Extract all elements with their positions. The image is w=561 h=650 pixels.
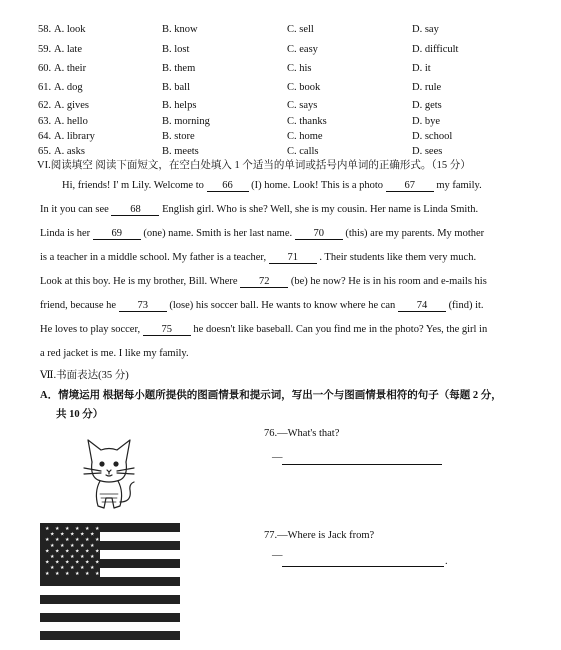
flag-star-icon: ★	[60, 532, 65, 538]
flag-star-icon: ★	[85, 571, 90, 577]
flag-stripe	[40, 586, 180, 595]
option-a[interactable]: A. asks	[54, 146, 85, 157]
part-a-instructions-1: A．情境运用 根据每小题所提供的图画情景和提示词，写出一个与图画情景相符的句子（每题 2 分，	[40, 390, 502, 401]
flag-stripe	[40, 622, 180, 631]
option-c[interactable]: C. book	[287, 82, 321, 93]
option-a[interactable]: A. gives	[54, 100, 89, 111]
option-d[interactable]: D. difficult	[412, 44, 459, 55]
option-row-64	[0, 131, 561, 145]
blank-66[interactable]: 66	[207, 180, 249, 192]
flag-stripe	[40, 613, 180, 622]
option-b[interactable]: B. them	[162, 63, 196, 74]
passage-line-1: Hi, friends! I' m Lily. Welcome to 66 (I) home. Look! This is a photo 67 my family.	[62, 180, 482, 191]
option-b[interactable]: B. store	[162, 131, 195, 142]
flag-stripe	[40, 604, 180, 613]
flag-star-icon: ★	[65, 571, 70, 577]
flag-star-icon: ★	[65, 527, 70, 532]
flag-star-icon: ★	[45, 560, 50, 566]
question-76: 76.—What's that?	[264, 428, 340, 439]
flag-star-icon: ★	[95, 538, 100, 544]
flag-star-icon: ★	[95, 571, 100, 577]
option-d[interactable]: D. school	[412, 131, 453, 142]
flag-star-icon: ★	[50, 543, 55, 549]
passage-line-3: Linda is her 69 (one) name. Smith is her last name. 70 (this) are my parents. My mother	[40, 228, 485, 239]
question-77-dash: —	[272, 550, 283, 561]
option-a[interactable]: A. library	[54, 131, 95, 142]
section-6-heading: VI.阅读填空 阅读下面短文，在空白处填入 1 个适当的单词或括号内单词的正确形式。（15 分）	[37, 160, 471, 171]
option-c[interactable]: C. easy	[287, 44, 318, 55]
flag-star-icon: ★	[80, 555, 85, 560]
flag-star-icon: ★	[70, 555, 75, 560]
option-row-60	[0, 63, 561, 77]
question-number: 65.	[38, 146, 52, 157]
option-d[interactable]: D. sees	[412, 146, 443, 157]
flag-star-icon: ★	[85, 549, 90, 555]
flag-star-icon: ★	[75, 560, 80, 566]
option-a[interactable]: A. their	[54, 63, 87, 74]
question-77-period: .	[445, 556, 448, 567]
question-number: 63.	[38, 116, 52, 127]
flag-star-icon: ★	[60, 543, 65, 549]
option-d[interactable]: D. say	[412, 24, 439, 35]
flag-stripe	[40, 631, 180, 640]
option-b[interactable]: B. meets	[162, 146, 199, 157]
option-d[interactable]: D. gets	[412, 100, 442, 111]
flag-star-icon: ★	[55, 527, 60, 532]
question-76-dash: —	[272, 452, 283, 463]
flag-star-icon: ★	[95, 527, 100, 532]
flag-star-icon: ★	[50, 532, 55, 538]
option-b[interactable]: B. morning	[162, 116, 210, 127]
question-number: 61.	[38, 82, 52, 93]
flag-star-icon: ★	[95, 560, 100, 566]
question-number: 58.	[38, 24, 52, 35]
option-d[interactable]: D. it	[412, 63, 431, 74]
flag-star-icon: ★	[80, 532, 85, 538]
option-row-58	[0, 24, 561, 38]
flag-star-icon: ★	[55, 571, 60, 577]
flag-star-icon: ★	[45, 571, 50, 577]
option-b[interactable]: B. know	[162, 24, 198, 35]
flag-star-icon: ★	[85, 538, 90, 544]
option-a[interactable]: A. late	[54, 44, 82, 55]
flag-star-icon: ★	[90, 543, 95, 549]
blank-73[interactable]: 73	[119, 300, 167, 312]
option-row-63	[0, 116, 561, 130]
passage-line-5: Look at this boy. He is my brother, Bill. Where 72 (be) he now? He is in his room and e-mails his	[40, 276, 487, 287]
flag-star-icon: ★	[45, 538, 50, 544]
question-number: 59.	[38, 44, 52, 55]
flag-star-icon: ★	[65, 538, 70, 544]
cat-illustration	[74, 432, 144, 514]
blank-68[interactable]: 68	[111, 204, 159, 216]
flag-star-icon: ★	[60, 566, 65, 572]
option-b[interactable]: B. helps	[162, 100, 197, 111]
question-number: 64.	[38, 131, 52, 142]
flag-star-icon: ★	[90, 566, 95, 572]
passage-line-2: In it you can see 68 English girl. Who is she? Well, she is my cousin. Her name is Linda Smith.	[40, 204, 479, 215]
option-c[interactable]: C. his	[287, 63, 312, 74]
flag-star-icon: ★	[85, 527, 90, 532]
answer-line-77[interactable]	[282, 566, 444, 567]
question-number: 62.	[38, 100, 52, 111]
option-c[interactable]: C. sell	[287, 24, 314, 35]
flag-star-icon: ★	[55, 560, 60, 566]
blank-72[interactable]: 72	[240, 276, 288, 288]
option-b[interactable]: B. ball	[162, 82, 190, 93]
flag-star-icon: ★	[50, 566, 55, 572]
flag-star-icon: ★	[60, 555, 65, 560]
question-77: 77.—Where is Jack from?	[264, 530, 375, 541]
option-d[interactable]: D. bye	[412, 116, 440, 127]
blank-75[interactable]: 75	[143, 324, 191, 336]
flag-star-icon: ★	[75, 527, 80, 532]
flag-star-icon: ★	[50, 555, 55, 560]
option-row-62	[0, 100, 561, 114]
flag-star-icon: ★	[45, 527, 50, 532]
flag-star-icon: ★	[55, 538, 60, 544]
option-row-59	[0, 44, 561, 58]
flag-star-icon: ★	[70, 543, 75, 549]
section-7-heading: Ⅶ.书面表达(35 分)	[40, 370, 129, 381]
option-c[interactable]: C. thanks	[287, 116, 327, 127]
blank-69[interactable]: 69	[93, 228, 141, 240]
flag-star-icon: ★	[80, 543, 85, 549]
option-b[interactable]: B. lost	[162, 44, 190, 55]
flag-star-icon: ★	[45, 549, 50, 555]
flag-star-icon: ★	[75, 549, 80, 555]
option-c[interactable]: C. calls	[287, 146, 319, 157]
answer-line-76[interactable]	[282, 464, 442, 465]
flag-star-icon: ★	[95, 549, 100, 555]
option-row-61	[0, 82, 561, 96]
flag-stripe	[40, 595, 180, 604]
option-a[interactable]: A. look	[54, 24, 86, 35]
flag-star-icon: ★	[70, 566, 75, 572]
question-number: 60.	[38, 63, 52, 74]
option-d[interactable]: D. rule	[412, 82, 442, 93]
option-a[interactable]: A. dog	[54, 82, 83, 93]
flag-star-icon: ★	[75, 571, 80, 577]
flag-star-icon: ★	[75, 538, 80, 544]
passage-line-8: a red jacket is me. I like my family.	[40, 348, 189, 359]
option-c[interactable]: C. says	[287, 100, 318, 111]
flag-star-icon: ★	[55, 549, 60, 555]
flag-star-icon: ★	[80, 566, 85, 572]
part-a-instructions-2: 共 10 分）	[56, 409, 104, 420]
flag-stripe	[40, 577, 180, 586]
flag-star-icon: ★	[85, 560, 90, 566]
flag-star-icon: ★	[65, 560, 70, 566]
blank-67[interactable]: 67	[386, 180, 434, 192]
passage-line-4: is a teacher in a middle school. My father is a teacher, 71 . Their students like them very much.	[40, 252, 477, 263]
passage-line-7: He loves to play soccer, 75 he doesn't like baseball. Can you find me in the photo? Yes, the girl in	[40, 324, 488, 335]
flag-star-icon: ★	[70, 532, 75, 538]
us-flag-illustration	[40, 523, 180, 643]
blank-74[interactable]: 74	[398, 300, 446, 312]
option-a[interactable]: A. hello	[54, 116, 88, 127]
blank-71[interactable]: 71	[269, 252, 317, 264]
blank-70[interactable]: 70	[295, 228, 343, 240]
flag-star-icon: ★	[65, 549, 70, 555]
flag-star-icon: ★	[90, 532, 95, 538]
option-c[interactable]: C. home	[287, 131, 323, 142]
flag-star-icon: ★	[90, 555, 95, 560]
passage-line-6: friend, because he 73 (lose) his soccer ball. He wants to know where he can 74 (find) it.	[40, 300, 484, 311]
